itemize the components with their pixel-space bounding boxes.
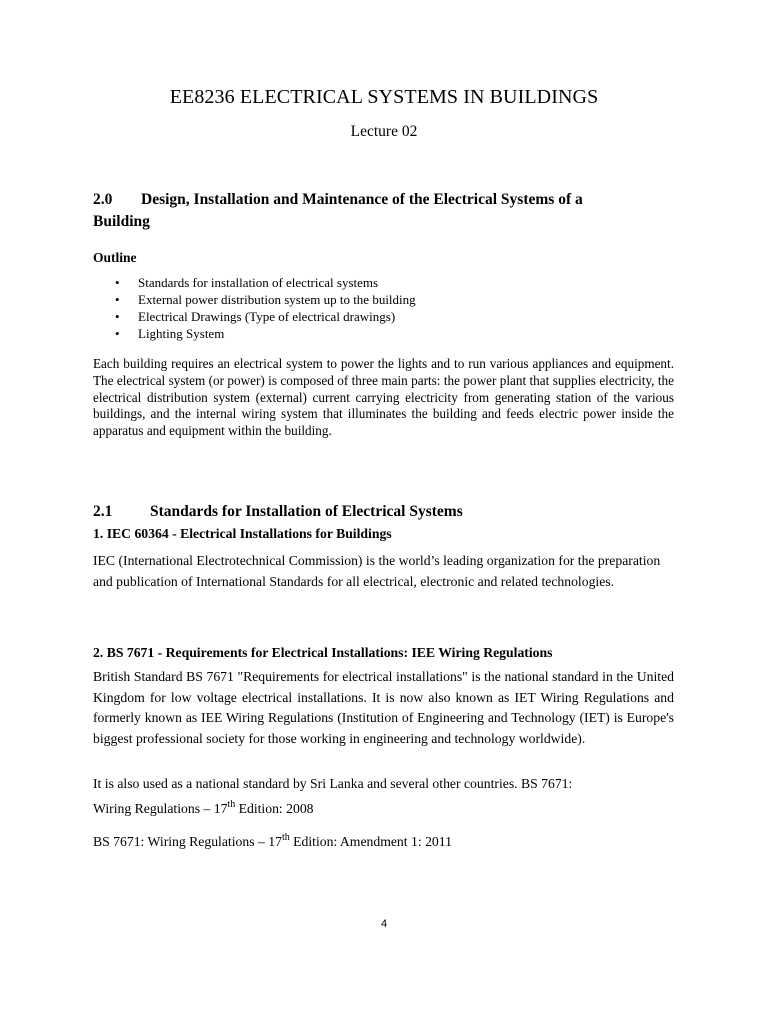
document-title: EE8236 ELECTRICAL SYSTEMS IN BUILDINGS [169,86,599,108]
bs-7671-paragraph: British Standard BS 7671 "Requirements for electrical installations" is the national standard in the United Kingdom for low voltage electrical installations. It is now also known as IET Wiring Regulations and formerly known as IEE Wiring Regulations (Institution of Engineering and Technology (IET) is Europe's biggest professional society for those working in engineering and technology worldwide). [93,669,674,747]
section-2-1-heading [93,501,693,523]
list-item: • Standards for installation of electrical systems [115,275,379,290]
section-2-0-line2: Building [93,213,150,230]
intro-paragraph: Each building requires an electrical system to power the lights and to run various appliances and equipment. The electrical system (or power) is composed of three main parts: the power plant that supplies electricity, the electrical distribution system (external) current carrying electricity from generating station of the various buildings, and the internal wiring system that illuminates the building and feeds electric power inside the apparatus and equipment within the building. [93,356,674,439]
lecture-label: Lecture 02 [350,123,418,140]
iec-paragraph: IEC (International Electrotechnical Commission) is the world’s leading organization for the preparation and publication of International Standards for all electrical, electronic and related technologies. [93,553,661,589]
outline-list [113,274,673,342]
list-item: • Electrical Drawings (Type of electrical drawings) [115,309,396,324]
bullet-icon: • [115,309,120,324]
section-number: 2.1 [93,503,113,520]
bullet-icon: • [115,292,120,307]
section-2-0-heading [93,189,693,233]
iec-60364-heading: 1. IEC 60364 - Electrical Installations for Buildings [93,526,392,541]
outline-heading: Outline [93,250,137,265]
also-used-paragraph: It is also used as a national standard by Sri Lanka and several other countries. BS 7671: [93,776,573,791]
edition-2011-line: BS 7671: Wiring Regulations – 17th Edition: Amendment 1: 2011 [93,832,452,849]
bs-7671-heading: 2. BS 7671 - Requirements for Electrical Installations: IEE Wiring Regulations [93,645,553,660]
edition-2008-line: Wiring Regulations – 17th Edition: 2008 [93,799,314,816]
page-number: 4 [380,918,388,930]
section-number: 2.0 [93,191,113,208]
list-item: • External power distribution system up to the building [115,292,416,307]
bullet-icon: • [115,326,120,341]
section-title: Standards for Installation of Electrical Systems [150,503,463,520]
list-item: • Lighting System [115,326,225,341]
section-title: Design, Installation and Maintenance of the Electrical Systems of a [141,191,583,208]
section-2-0-line1 [93,189,693,211]
bullet-icon: • [115,275,120,290]
